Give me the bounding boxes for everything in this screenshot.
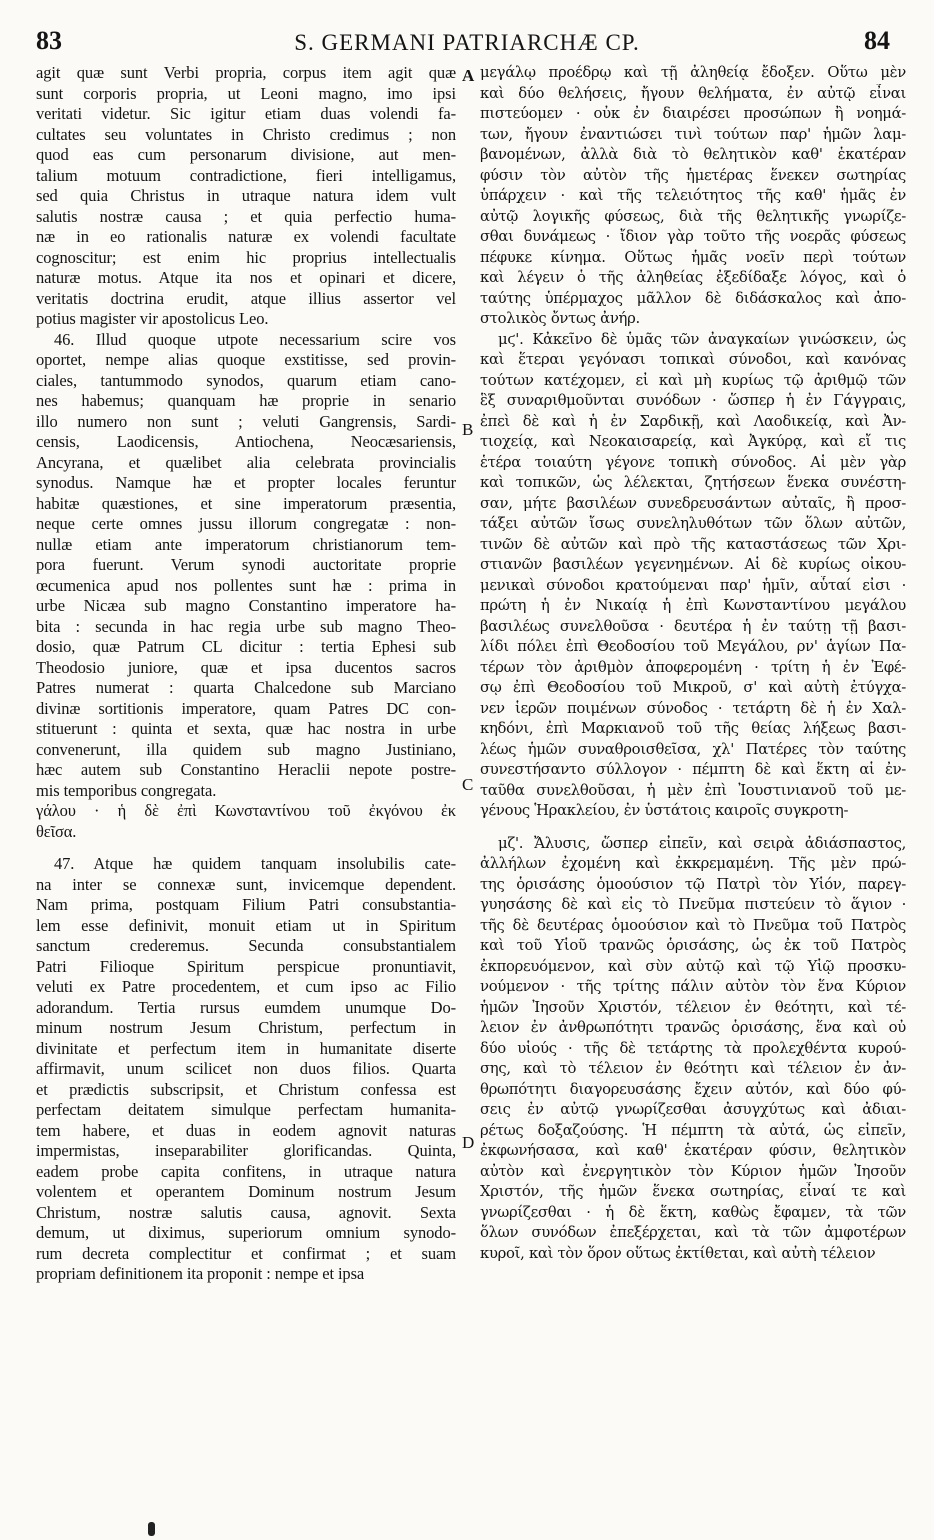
text-line: censis, Laodicensis, Antiochena, Neocæsariensis,	[36, 432, 456, 451]
text-line: κηδόνι, ἐπὶ Μαρκιανοῦ τοῦ τῆς θείας λήξεως βασι-	[480, 720, 906, 737]
text-line: τινῶν δὲ αὐτῶν καὶ πρὸ τῆς καταστάσεως τῶν Χρι-	[480, 535, 906, 553]
text-line: τῆς δὲ δευτέρας ὁμοούσιον καὶ τὸ Πνεῦμα τοῦ Πατρὸς	[480, 916, 906, 934]
text-line: salutis nostræ causa ; et quia perfectio huma-	[36, 206, 456, 226]
text-line: σῳ ἐπὶ Θεοδοσίου τοῦ Μικροῦ, σ' καὶ αὐτὴ ἐτύγχα-	[480, 679, 906, 696]
text-line: na inter se connexæ sunt, invicemque dependent.	[36, 874, 456, 894]
text-line: σεις ἐν αὐτῷ γνωρίζεσθαι ἀσυγχύτως καὶ ἀδιαι-	[480, 1101, 906, 1118]
text-line: νούμενον · τῆς τρίτης πάλιν αὐτὸν τὸν ἕνα Κύριον	[480, 978, 906, 995]
text-line: γάλου · ἡ δὲ ἐπὶ Κωνσταντίνου τοῦ ἐκγόνου ἐκ	[36, 801, 456, 820]
text-line: ταύτης ὑπέρμαχος μᾶλλον δὲ διδάσκαλος καὶ ἀπο-	[480, 289, 906, 307]
text-line: Nam prima, postquam Filium Patri consubstantia-	[36, 895, 456, 914]
text-line: καὶ τοῦ Υἱοῦ τρανῶς ὁρισάσης, ὡς ἐκ τοῦ Πατρὸς	[480, 937, 906, 954]
text-line: ciales, tantummodo synodos, quarum etiam cano-	[36, 370, 456, 390]
text-line: ὑπάρχειν · καὶ τῆς τελειότητος τῆς καθ' ἡμᾶς ἐν	[480, 187, 906, 204]
text-line: talium motuum contradictione, fieri intelligamus,	[36, 165, 456, 185]
text-line: urbe Nicæa sub magno Constantino imperatore ha-	[36, 596, 456, 615]
text-line: σθαι δυνάμεως · ἴδιον γὰρ τοῦτο τῆς νοερᾶς φύσεως	[480, 228, 906, 245]
ink-mark	[148, 1522, 155, 1536]
text-line: synodus. Namque hæ et propter locales feruntur	[36, 473, 456, 492]
text-line: habitæ quæstiones, et sine imperatorum præsentia,	[36, 493, 456, 513]
text-line: λειον ἐν ἀνθρωπότητι τρανῶς ὁρισάσης, ἕνα καὶ οὐ	[480, 1019, 906, 1036]
text-line: ὅλων συνόδων ἐπεξέρχεται, καὶ τὰ τῶν ἀμφοτέρων	[480, 1224, 906, 1241]
text-line: τούτων κατέχομεν, εἰ καὶ μὴ κυρίως τῷ ἀριθμῷ τῶν	[480, 371, 906, 389]
text-line: φύσιν τὸν αὐτὸν τῆς ἡμετέρας ἕνεκεν σωτηρίας	[480, 166, 906, 184]
text-line: veluti ex Patre procedentem, et cum ipso ac Filio	[36, 977, 456, 996]
text-line: quod eas cum personarum divisione, aut men-	[36, 145, 456, 164]
text-line: καὶ ἕτεραι γεγόνασι τοπικαὶ σύνοδοι, καὶ κανόνας	[480, 351, 906, 368]
text-line: μζ'. Ἄλυσις, ὥσπερ εἰπεῖν, καὶ σειρὰ ἀδιάσπαστος,	[498, 834, 906, 852]
text-line: των, ἤγουν ἐναντιώσει τινὶ τούτων παρ' ἡμῶν λαμ-	[480, 125, 906, 143]
text-line: Patri Filioque Spiritum perspicue pronuntiavit,	[36, 956, 456, 976]
text-line: της ὁρισάσης ὁμοούσιον τῷ Πατρὶ τὸν Υἱόν, παρεγ-	[480, 875, 906, 893]
greek-carryover	[36, 801, 456, 842]
text-line: bita : secunda in hac regia urbe sub magno Theo-	[36, 616, 456, 636]
text-line: dosio, quæ Patrum CL dicitur : tertia Ephesi sub	[36, 637, 456, 656]
text-line: 47. Atque hæ quidem tanquam insolubilis cate-	[54, 854, 456, 873]
text-line: sed quia Christus in utraque natura idem vult	[36, 186, 456, 205]
text-line: ἑτέρα τοιαύτη γέγονε τοπικὴ σύνοδος. Αἱ μὲν γὰρ	[480, 453, 906, 471]
text-line: næ in eo rationalis naturæ ex volendi facultate	[36, 227, 456, 246]
section-marker-c: C	[462, 775, 474, 794]
text-line: propriam definitionem ita proponit : nempe et ipsa	[36, 1264, 365, 1283]
page-header	[0, 0, 934, 60]
text-line: impermistas, inseparabiliter glorificandas. Quinta,	[36, 1141, 456, 1160]
text-line: ρέτως δοξαζούσης. Ἡ πέμπτη τὰ αὐτά, ὡς εἰπεῖν,	[480, 1121, 906, 1139]
text-line: αὐτὸν καὶ ἐνεργητικὸν τὸν Κύριον ἡμῶν Ἰησοῦν	[480, 1162, 906, 1180]
text-line: eadem probe capita confitens, in utraque natura	[36, 1161, 456, 1181]
text-line: hæc autem sub Constantino Heraclii nepote postre-	[36, 760, 456, 779]
text-line: potius magister vir apostolicus Leo.	[36, 309, 269, 328]
text-line: minum nostrum Jesum Christum, perfectum in	[36, 1018, 456, 1037]
text-line: veritatis doctrina erudit, atque illius assertor vel	[36, 288, 456, 308]
paragraph-gap	[36, 842, 456, 854]
paragraph-gap	[480, 822, 906, 834]
text-line: ἐκφωνήσασα, καὶ καθ' ἑκατέραν φύσιν, θελητικὸν	[480, 1142, 906, 1159]
text-line: divinitate et perfectum item in humanitate diserte	[36, 1038, 456, 1058]
text-line: veritati videtur. Sic igitur etiam duas volendi fa-	[36, 104, 456, 123]
greek-paragraph-45-end	[480, 63, 906, 330]
text-line: λίδι πόλει ἐπὶ Θεοδοσίου τοῦ Μεγάλου, ρν' ἁγίων Πα-	[480, 638, 906, 655]
text-line: Χριστόν, τῆς ἡμῶν ἕνεκα σωτηρίας, εἶναί τε καὶ	[480, 1183, 906, 1200]
text-line: γυησάσης δὲ καὶ εἰς τὸ Πνεῦμα πιστεύειν τὸ ἅγιον ·	[480, 896, 906, 913]
text-line: nes habemus; quanquam hæ proprie in senario	[36, 391, 456, 410]
text-line: demum, ut diximus, superiorum omnium synodo-	[36, 1223, 456, 1242]
text-line: cognoscitur; est enim hic proprius intellectualis	[36, 247, 456, 267]
text-line: δύο υἱούς · τῆς δὲ τετάρτης τὰ προλεχθέντα κυρού-	[480, 1039, 906, 1057]
text-line: συνεστήσαντο σύλλογον · πέμπτη δὲ καὶ ἕκτη αἱ ἐν-	[480, 761, 906, 778]
text-line: stituerunt : quinta et sexta, quæ hac nostra in urbe	[36, 719, 456, 738]
text-line: ἀλλήλων ἐχομένη καὶ ἐκκρεμαμένη. Τῆς μὲν πρώ-	[480, 855, 906, 872]
text-line: agit quæ sunt Verbi propria, corpus item agit quæ	[36, 63, 456, 82]
latin-paragraph-47	[36, 854, 456, 1285]
text-line: θρωπότητι διαγορευσάσης ἔχειν αὐτόν, καὶ δύο φύ-	[480, 1080, 906, 1098]
text-line: κυροῖ, καὶ τὸν ὅρον οὕτως ἐκτίθεται, καὶ αὐτὴ τέλειον	[480, 1244, 876, 1262]
text-line: neque certe omnes jussu illorum congregatæ : non-	[36, 514, 456, 533]
text-line: Patres numerat : quarta Chalcedone sub Marciano	[36, 678, 456, 697]
text-line: βανομένων, ἀλλὰ διὰ τὸ θελητικὸν καθ' ἑκατέραν	[480, 146, 906, 163]
latin-paragraph-45-end	[36, 63, 456, 330]
text-line: τάξει αὐτῶν ἴσως συνεληλυθότων τῶν ὅλων αὐτῶν,	[480, 515, 906, 532]
text-line: μεγάλῳ προέδρῳ καὶ τῇ ἀληθείᾳ ἔδοξεν. Οὕτω μὲν	[480, 64, 906, 81]
text-line: ἡμῶν Ἰησοῦν Χριστόν, τέλειον ἐν θεότητι, καὶ τέ-	[480, 998, 906, 1016]
text-line: 46. Illud quoque utpote necessarium scire vos	[54, 329, 456, 349]
greek-paragraph-46	[480, 330, 906, 822]
section-marker-a: A	[462, 66, 475, 85]
text-line: Christum, nostræ salutis causa, agnovit. Sexta	[36, 1202, 456, 1222]
text-line: ἐπεὶ δὲ καὶ ἡ ἐν Σαρδικῇ, καὶ Λαοδικείᾳ, καὶ Ἀν-	[480, 412, 906, 430]
text-line: πρώτη ἡ ἐν Νικαίᾳ ἡ ἐπὶ Κωνσταντίνου μεγάλου	[480, 597, 906, 614]
greek-column	[480, 63, 906, 1264]
text-line: Ancyrana, et quælibet alia celebrata provincialis	[36, 452, 456, 472]
text-line: λέως ἡμῶν συναθροισθεῖσα, χλ' Πατέρες τὸν ταύτης	[480, 740, 906, 758]
text-line: Theodosio juniore, quæ et ipsa ducentos sacros	[36, 657, 456, 677]
text-line: sunt corporis propria, ut Leoni magno, imo ipsi	[36, 83, 456, 103]
text-line: θεῖσα.	[36, 821, 77, 841]
text-line: perfectam deitatem simulque perfectam humanita-	[36, 1100, 456, 1119]
text-line: sanctum crederemus. Secunda consubstantialem	[36, 936, 456, 955]
text-line: œcumenica apud nos pollentes sunt hæ : prima in	[36, 575, 456, 595]
text-line: στολικὸς ὄντως ἀνήρ.	[480, 310, 640, 327]
text-line: νεν ἱερῶν ποιμένων σύνοδος · τετάρτη δὲ ἡ ἐν Χαλ-	[480, 699, 906, 717]
text-line: affirmavit, unum scilicet non duos filios. Quarta	[36, 1059, 456, 1078]
text-line: rum decreta complectitur et confirmat ; et suam	[36, 1243, 456, 1263]
text-line: μϛ'. Κἀκεῖνο δὲ ὑμᾶς τῶν ἀναγκαίων γινώσκειν, ὡς	[498, 330, 906, 348]
text-line: divinæ sortitionis imperatore, quam Patres DC con-	[36, 698, 456, 718]
section-marker-d: D	[462, 1133, 475, 1152]
text-line: ταῦθα συνελθοῦσαι, ἡ μὲν ἐπὶ Ἰουστινιανοῦ τοῦ με-	[480, 781, 906, 799]
text-line: καὶ δύο θελήσεις, ἤγουν θελήματα, ἐν αὐτῷ εἶναι	[480, 84, 906, 102]
text-line: τιοχείᾳ, καὶ Νεοκαισαρείᾳ, καὶ Ἀγκύρᾳ, καὶ εἴ τις	[480, 433, 906, 450]
text-line: tem habere, et duas in eodem agnovit naturas	[36, 1120, 456, 1140]
greek-paragraph-47	[480, 834, 906, 1265]
text-line: σαν, μήτε βασιλέων συνεδρευσάντων αὐταῖς, ἢ προσ-	[480, 494, 906, 512]
latin-paragraph-46	[36, 330, 456, 802]
text-line: pora fuerunt. Verum synodi auctoritate proprie	[36, 555, 456, 574]
text-line: et prædictis subscripsit, et Christum confessa est	[36, 1079, 456, 1099]
text-line: naturæ motus. Atque ita nos et opinari et dicere,	[36, 268, 456, 287]
text-line: ἐκπορευόμενον, καὶ σὺν αὐτῷ καὶ τῷ Υἱῷ προσκυ-	[480, 957, 906, 975]
text-line: αὐτῷ λογικῆς φύσεως, διὰ τῆς θελητικῆς γνωρίζε-	[480, 207, 906, 225]
page-number-left: 83	[36, 26, 62, 55]
text-line: βασιλέως συνελθοῦσα · δευτέρα ἡ ἐν ταύτῃ τῇ βασι-	[480, 617, 906, 635]
text-line: convenerunt, illa quidem sub magno Justiniano,	[36, 739, 456, 759]
text-line: τέρων τὸν ἀριθμὸν ἀποφερομένη · τρίτη ἡ ἐν Ἐφέ-	[480, 658, 906, 676]
latin-column	[36, 63, 456, 1285]
text-line: σης, καὶ τὸ τέλειον ἐν θεότητι καὶ τέλειον ἐν ἀν-	[480, 1060, 906, 1077]
text-line: πιστεύομεν · οὐκ ἐν διαιρέσει προσώπων ἢ νοημά-	[480, 105, 906, 122]
text-line: cultates seu voluntates in Christo credimus ; non	[36, 124, 456, 144]
text-line: γένους Ἡρακλείου, ἐν ὑστάτοις καιροῖς συγκροτη-	[480, 802, 849, 819]
text-line: γνωρίζεσθαι · ἡ δὲ ἕκτη, καθὼς ἔφαμεν, τὰ τῶν	[480, 1203, 906, 1221]
text-line: adorandum. Tertia rursus eumdem unumque Do-	[36, 997, 456, 1017]
text-line: nullæ etiam ante imperatorum christianorum tem-	[36, 534, 456, 554]
text-line: lem esse definivit, monuit etiam ut in Spiritum	[36, 915, 456, 935]
text-line: ἓξ συναριθμοῦνται συνόδων · ὥσπερ ἡ ἐν Γάγγραις,	[480, 392, 906, 409]
text-line: oportet, nempe alias quoque exstitisse, sed provin-	[36, 350, 456, 369]
text-line: στιανῶν βασιλέων γεγενημένων. Αἱ δὲ κυρίως οἰκου-	[480, 556, 906, 573]
text-line: πέφυκε κίνημα. Οὕτως ἡμᾶς νοεῖν περὶ τούτων	[480, 248, 906, 266]
text-line: mis temporibus congregata.	[36, 780, 217, 800]
text-line: μενικαὶ σύνοδοι κρατούμεναι παρ' ἡμῖν, αὗταί εἰσι ·	[480, 576, 906, 594]
text-line: καὶ λέγειν ὁ τῆς ἀληθείας ἐξεδίδαξε λόγος, καὶ ὁ	[480, 269, 906, 286]
text-line: illo numero non sunt ; veluti Gangrensis, Sardi-	[36, 411, 456, 431]
text-line: καὶ τοπικῶν, ὡς λέλεκται, ζητήσεων ἕνεκα συνέστη-	[480, 474, 906, 491]
running-title: S. GERMANI PATRIARCHÆ CP.	[294, 30, 640, 55]
section-marker-b: B	[462, 420, 474, 439]
text-line: volentem et operantem Dominum nostrum Jesum	[36, 1182, 456, 1201]
page-number-right: 84	[864, 26, 890, 55]
